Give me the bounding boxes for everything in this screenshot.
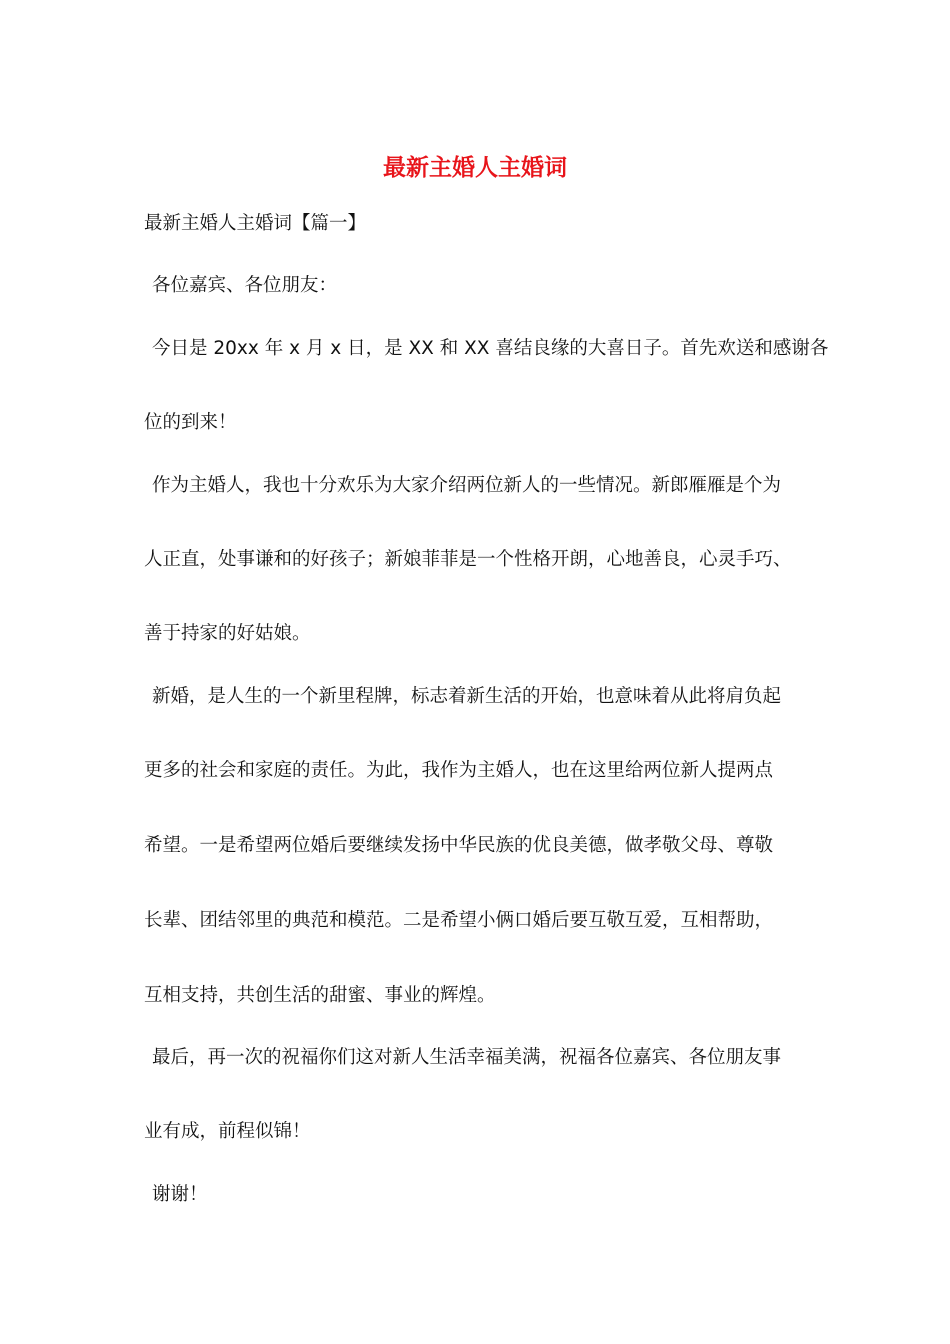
document-title: 最新主婚人主婚词	[383, 154, 567, 181]
paragraph-line: 互相支持，共创生活的甜蜜、事业的辉煌。	[144, 985, 496, 1006]
paragraph-line: 位的到来！	[144, 412, 237, 433]
paragraph-line: 今日是 20xx 年 x 月 x 日，是 XX 和 XX 喜结良缘的大喜日子。首先欢送和感谢各	[152, 338, 829, 359]
paragraph-line: 作为主婚人，我也十分欢乐为大家介绍两位新人的一些情况。新郎雁雁是个为	[152, 475, 782, 496]
paragraph-line: 更多的社会和家庭的责任。为此，我作为主婚人，也在这里给两位新人提两点	[144, 760, 774, 781]
section-heading: 最新主婚人主婚词【篇一】	[144, 213, 367, 234]
paragraph-line: 善于持家的好姑娘。	[144, 623, 311, 644]
paragraph-line: 长辈、团结邻里的典范和模范。二是希望小俩口婚后要互敬互爱，互相帮助，	[144, 910, 774, 931]
paragraph-line: 最后，再一次的祝福你们这对新人生活幸福美满，祝福各位嘉宾、各位朋友事	[152, 1047, 782, 1068]
paragraph-line: 业有成，前程似锦！	[144, 1121, 311, 1142]
paragraph-line: 新婚，是人生的一个新里程牌，标志着新生活的开始，也意味着从此将肩负起	[152, 686, 782, 707]
paragraph-line: 希望。一是希望两位婚后要继续发扬中华民族的优良美德，做孝敬父母、尊敬	[144, 835, 774, 856]
paragraph-line: 谢谢！	[152, 1184, 208, 1205]
paragraph-line: 人正直，处事谦和的好孩子；新娘菲菲是一个性格开朗，心地善良，心灵手巧、	[144, 549, 792, 570]
paragraph-line: 各位嘉宾、各位朋友：	[152, 275, 338, 296]
